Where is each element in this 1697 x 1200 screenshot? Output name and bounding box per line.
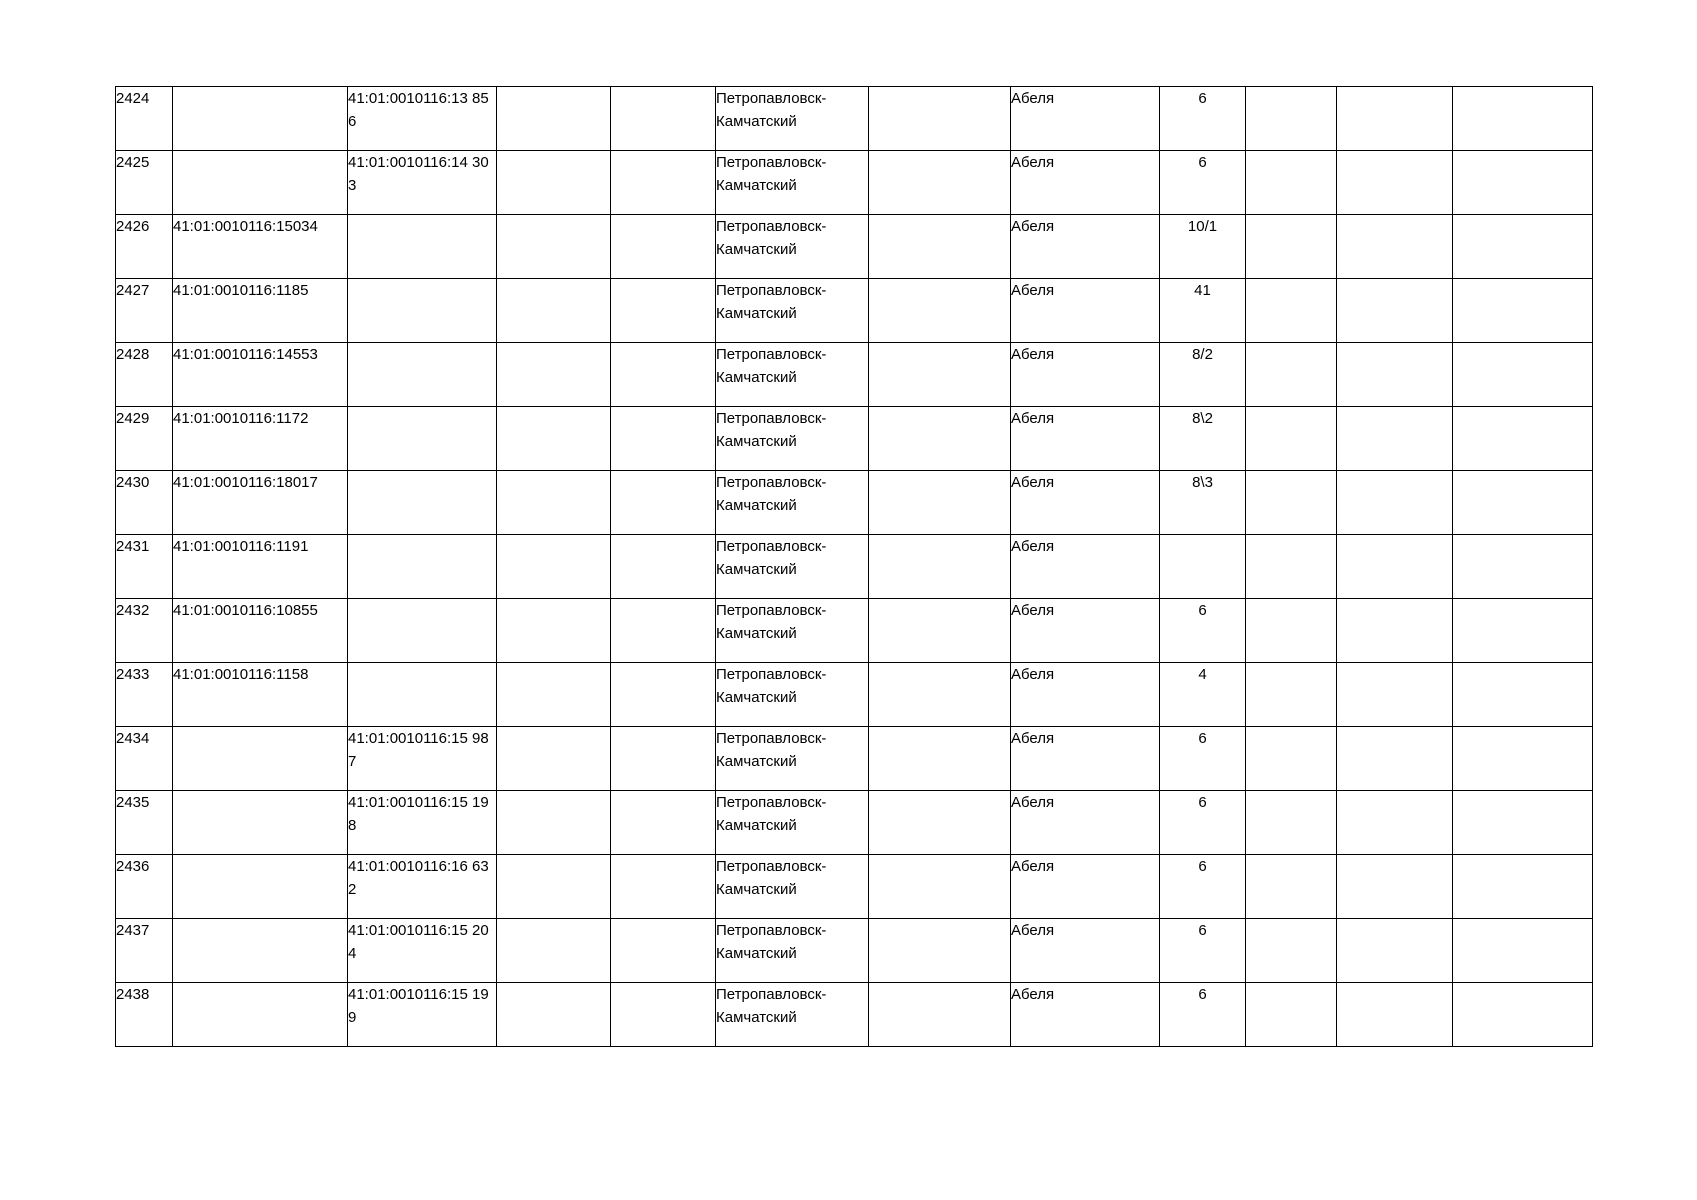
- house-number-cell: 6: [1160, 599, 1246, 663]
- city-cell: Петропавловск-Камчатский: [716, 279, 869, 343]
- cadastral-number-alt-cell: 41:01:0010116:15 204: [348, 919, 497, 983]
- empty-cell: [869, 87, 1011, 151]
- empty-cell: [1337, 471, 1453, 535]
- row-number-cell: 2428: [116, 343, 173, 407]
- cadastral-number-alt-cell: 41:01:0010116:15 198: [348, 791, 497, 855]
- empty-cell: [1246, 855, 1337, 919]
- cadastral-number-cell: 41:01:0010116:1172: [173, 407, 348, 471]
- cadastral-number-cell: [173, 727, 348, 791]
- empty-cell: [611, 535, 716, 599]
- cadastral-number-alt-cell: [348, 535, 497, 599]
- row-number-cell: 2437: [116, 919, 173, 983]
- empty-cell: [1453, 727, 1593, 791]
- empty-cell: [869, 471, 1011, 535]
- empty-cell: [1246, 983, 1337, 1047]
- empty-cell: [1246, 599, 1337, 663]
- table-row: [116, 151, 1593, 215]
- table-row: [116, 791, 1593, 855]
- street-cell: Абеля: [1011, 215, 1160, 279]
- empty-cell: [611, 87, 716, 151]
- row-number-cell: 2427: [116, 279, 173, 343]
- empty-cell: [869, 215, 1011, 279]
- street-cell: Абеля: [1011, 663, 1160, 727]
- cadastral-number-cell: 41:01:0010116:18017: [173, 471, 348, 535]
- row-number-cell: 2430: [116, 471, 173, 535]
- empty-cell: [1337, 87, 1453, 151]
- empty-cell: [1453, 983, 1593, 1047]
- street-cell: Абеля: [1011, 279, 1160, 343]
- empty-cell: [1337, 727, 1453, 791]
- house-number-cell: 10/1: [1160, 215, 1246, 279]
- table-row: [116, 663, 1593, 727]
- empty-cell: [611, 983, 716, 1047]
- empty-cell: [1246, 343, 1337, 407]
- empty-cell: [1337, 279, 1453, 343]
- empty-cell: [1337, 407, 1453, 471]
- cadastral-number-alt-cell: [348, 599, 497, 663]
- row-number-cell: 2433: [116, 663, 173, 727]
- empty-cell: [1337, 983, 1453, 1047]
- city-cell: Петропавловск-Камчатский: [716, 727, 869, 791]
- table-row: [116, 279, 1593, 343]
- cadastral-number-cell: 41:01:0010116:1158: [173, 663, 348, 727]
- empty-cell: [1337, 215, 1453, 279]
- empty-cell: [497, 151, 611, 215]
- empty-cell: [1246, 535, 1337, 599]
- city-cell: Петропавловск-Камчатский: [716, 151, 869, 215]
- cadastral-number-cell: 41:01:0010116:10855: [173, 599, 348, 663]
- row-number-cell: 2429: [116, 407, 173, 471]
- street-cell: Абеля: [1011, 855, 1160, 919]
- cadastral-number-cell: [173, 87, 348, 151]
- empty-cell: [869, 343, 1011, 407]
- empty-cell: [497, 87, 611, 151]
- empty-cell: [1246, 471, 1337, 535]
- house-number-cell: 8\2: [1160, 407, 1246, 471]
- house-number-cell: 8\3: [1160, 471, 1246, 535]
- empty-cell: [1246, 791, 1337, 855]
- table-row: [116, 855, 1593, 919]
- table-row: [116, 919, 1593, 983]
- row-number-cell: 2434: [116, 727, 173, 791]
- empty-cell: [497, 215, 611, 279]
- house-number-cell: 6: [1160, 727, 1246, 791]
- cadastral-number-alt-cell: [348, 407, 497, 471]
- empty-cell: [611, 855, 716, 919]
- empty-cell: [497, 727, 611, 791]
- empty-cell: [497, 919, 611, 983]
- empty-cell: [611, 407, 716, 471]
- cadastral-number-cell: [173, 791, 348, 855]
- city-cell: Петропавловск-Камчатский: [716, 919, 869, 983]
- empty-cell: [497, 407, 611, 471]
- street-cell: Абеля: [1011, 343, 1160, 407]
- cadastral-number-alt-cell: 41:01:0010116:15 199: [348, 983, 497, 1047]
- city-cell: Петропавловск-Камчатский: [716, 983, 869, 1047]
- empty-cell: [497, 791, 611, 855]
- table-row: [116, 983, 1593, 1047]
- house-number-cell: [1160, 535, 1246, 599]
- empty-cell: [1246, 87, 1337, 151]
- street-cell: Абеля: [1011, 151, 1160, 215]
- empty-cell: [497, 535, 611, 599]
- empty-cell: [611, 663, 716, 727]
- empty-cell: [1453, 87, 1593, 151]
- cadastral-number-cell: [173, 855, 348, 919]
- empty-cell: [1453, 151, 1593, 215]
- row-number-cell: 2431: [116, 535, 173, 599]
- row-number-cell: 2426: [116, 215, 173, 279]
- house-number-cell: 4: [1160, 663, 1246, 727]
- cadastral-number-cell: 41:01:0010116:1185: [173, 279, 348, 343]
- empty-cell: [497, 471, 611, 535]
- empty-cell: [611, 791, 716, 855]
- table-row: [116, 727, 1593, 791]
- empty-cell: [869, 919, 1011, 983]
- empty-cell: [869, 151, 1011, 215]
- empty-cell: [1337, 919, 1453, 983]
- empty-cell: [1246, 279, 1337, 343]
- city-cell: Петропавловск-Камчатский: [716, 855, 869, 919]
- empty-cell: [611, 919, 716, 983]
- empty-cell: [869, 535, 1011, 599]
- empty-cell: [869, 791, 1011, 855]
- empty-cell: [611, 727, 716, 791]
- city-cell: Петропавловск-Камчатский: [716, 663, 869, 727]
- empty-cell: [1337, 791, 1453, 855]
- empty-cell: [1246, 727, 1337, 791]
- empty-cell: [1246, 151, 1337, 215]
- empty-cell: [497, 599, 611, 663]
- empty-cell: [1453, 663, 1593, 727]
- city-cell: Петропавловск-Камчатский: [716, 471, 869, 535]
- empty-cell: [1337, 663, 1453, 727]
- empty-cell: [869, 983, 1011, 1047]
- street-cell: Абеля: [1011, 983, 1160, 1047]
- cadastral-number-alt-cell: 41:01:0010116:16 632: [348, 855, 497, 919]
- cadastral-number-alt-cell: [348, 343, 497, 407]
- cadastral-number-alt-cell: 41:01:0010116:14 303: [348, 151, 497, 215]
- cadastral-number-alt-cell: [348, 471, 497, 535]
- cadastral-number-cell: [173, 151, 348, 215]
- street-cell: Абеля: [1011, 727, 1160, 791]
- cadastral-number-alt-cell: 41:01:0010116:15 987: [348, 727, 497, 791]
- house-number-cell: 6: [1160, 919, 1246, 983]
- empty-cell: [611, 215, 716, 279]
- empty-cell: [1246, 407, 1337, 471]
- house-number-cell: 41: [1160, 279, 1246, 343]
- street-cell: Абеля: [1011, 919, 1160, 983]
- empty-cell: [869, 855, 1011, 919]
- registry-table: [115, 86, 1593, 1047]
- empty-cell: [1246, 215, 1337, 279]
- empty-cell: [1453, 471, 1593, 535]
- street-cell: Абеля: [1011, 407, 1160, 471]
- empty-cell: [1453, 919, 1593, 983]
- cadastral-number-cell: 41:01:0010116:14553: [173, 343, 348, 407]
- house-number-cell: 8/2: [1160, 343, 1246, 407]
- empty-cell: [1453, 343, 1593, 407]
- row-number-cell: 2435: [116, 791, 173, 855]
- empty-cell: [1453, 535, 1593, 599]
- row-number-cell: 2438: [116, 983, 173, 1047]
- empty-cell: [1246, 663, 1337, 727]
- empty-cell: [611, 151, 716, 215]
- empty-cell: [611, 471, 716, 535]
- table-body: [116, 87, 1593, 1047]
- empty-cell: [497, 855, 611, 919]
- table-row: [116, 407, 1593, 471]
- empty-cell: [1453, 599, 1593, 663]
- empty-cell: [869, 663, 1011, 727]
- table-row: [116, 471, 1593, 535]
- cadastral-number-alt-cell: 41:01:0010116:13 856: [348, 87, 497, 151]
- cadastral-number-alt-cell: [348, 215, 497, 279]
- cadastral-number-cell: 41:01:0010116:15034: [173, 215, 348, 279]
- city-cell: Петропавловск-Камчатский: [716, 215, 869, 279]
- empty-cell: [1337, 343, 1453, 407]
- city-cell: Петропавловск-Камчатский: [716, 407, 869, 471]
- empty-cell: [611, 599, 716, 663]
- empty-cell: [869, 599, 1011, 663]
- empty-cell: [611, 343, 716, 407]
- empty-cell: [497, 343, 611, 407]
- table-row: [116, 535, 1593, 599]
- city-cell: Петропавловск-Камчатский: [716, 791, 869, 855]
- table-row: [116, 87, 1593, 151]
- empty-cell: [1453, 407, 1593, 471]
- house-number-cell: 6: [1160, 983, 1246, 1047]
- empty-cell: [1337, 535, 1453, 599]
- cadastral-number-cell: [173, 919, 348, 983]
- empty-cell: [497, 279, 611, 343]
- row-number-cell: 2432: [116, 599, 173, 663]
- city-cell: Петропавловск-Камчатский: [716, 535, 869, 599]
- street-cell: Абеля: [1011, 535, 1160, 599]
- empty-cell: [1246, 919, 1337, 983]
- city-cell: Петропавловск-Камчатский: [716, 343, 869, 407]
- empty-cell: [1337, 855, 1453, 919]
- street-cell: Абеля: [1011, 87, 1160, 151]
- empty-cell: [1453, 279, 1593, 343]
- street-cell: Абеля: [1011, 471, 1160, 535]
- street-cell: Абеля: [1011, 791, 1160, 855]
- empty-cell: [1453, 215, 1593, 279]
- empty-cell: [497, 663, 611, 727]
- empty-cell: [869, 407, 1011, 471]
- house-number-cell: 6: [1160, 791, 1246, 855]
- empty-cell: [1337, 599, 1453, 663]
- row-number-cell: 2425: [116, 151, 173, 215]
- cadastral-number-alt-cell: [348, 279, 497, 343]
- city-cell: Петропавловск-Камчатский: [716, 599, 869, 663]
- empty-cell: [869, 727, 1011, 791]
- empty-cell: [497, 983, 611, 1047]
- cadastral-number-alt-cell: [348, 663, 497, 727]
- empty-cell: [1453, 791, 1593, 855]
- street-cell: Абеля: [1011, 599, 1160, 663]
- empty-cell: [611, 279, 716, 343]
- empty-cell: [1337, 151, 1453, 215]
- table-row: [116, 343, 1593, 407]
- row-number-cell: 2436: [116, 855, 173, 919]
- row-number-cell: 2424: [116, 87, 173, 151]
- cadastral-number-cell: [173, 983, 348, 1047]
- house-number-cell: 6: [1160, 87, 1246, 151]
- empty-cell: [869, 279, 1011, 343]
- city-cell: Петропавловск-Камчатский: [716, 87, 869, 151]
- table-row: [116, 599, 1593, 663]
- house-number-cell: 6: [1160, 151, 1246, 215]
- table-row: [116, 215, 1593, 279]
- cadastral-number-cell: 41:01:0010116:1191: [173, 535, 348, 599]
- empty-cell: [1453, 855, 1593, 919]
- house-number-cell: 6: [1160, 855, 1246, 919]
